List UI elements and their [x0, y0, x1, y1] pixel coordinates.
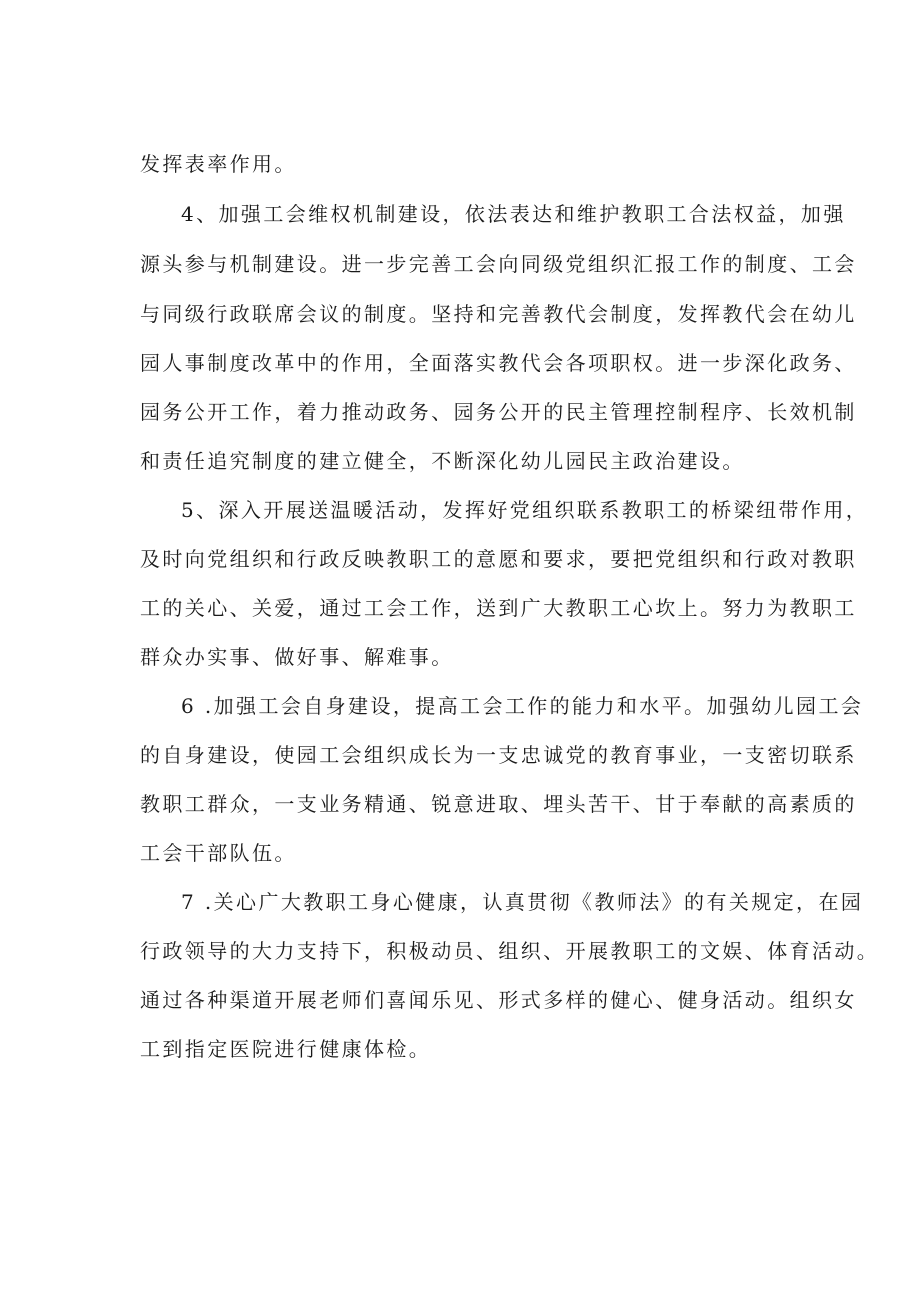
text-line: 工会干部队伍。 [140, 841, 297, 865]
paragraph-4-first-line: 4、加强工会维权机制建设，依法表达和维护教职工合法权益，加强 [181, 202, 846, 226]
text-line: 与同级行政联席会议的制度。坚持和完善教代会制度，发挥教代会在幼儿 [140, 302, 857, 326]
text-line: 群众办实事、做好事、解难事。 [140, 645, 454, 669]
text-line: 行政领导的大力支持下，积极动员、组织、开展教职工的文娱、体育活动。 [140, 939, 880, 963]
text-line: 的自身建设，使园工会组织成长为一支忠诚党的教育事业，一支密切联系 [140, 743, 857, 767]
text-line: 通过各种渠道开展老师们喜闻乐见、形式多样的健心、健身活动。组织女 [140, 988, 857, 1012]
text-line: 教职工群众，一支业务精通、锐意进取、埋头苦干、甘于奉献的高素质的 [140, 792, 857, 816]
paragraph-5-first-line: 5、深入开展送温暖活动，发挥好党组织联系教职工的桥梁纽带作用， [181, 498, 869, 522]
text-line: 工到指定医院进行健康体检。 [140, 1037, 432, 1061]
text-line: 源头参与机制建设。进一步完善工会向同级党组织汇报工作的制度、工会 [140, 252, 857, 276]
text-line: 园务公开工作，着力推动政务、园务公开的民主管理控制程序、长效机制 [140, 400, 857, 424]
paragraph-7-first-line: 7 .关心广大教职工身心健康，认真贯彻《教师法》的有关规定，在园 [181, 890, 864, 914]
paragraph-6-first-line: 6 .加强工会自身建设，提高工会工作的能力和水平。加强幼儿园工会 [181, 694, 864, 718]
text-line: 园人事制度改革中的作用，全面落实教代会各项职权。进一步深化政务、 [140, 351, 857, 375]
text-line: 和责任追究制度的建立健全，不断深化幼儿园民主政治建设。 [140, 449, 745, 473]
text-line: 发挥表率作用。 [140, 152, 297, 176]
text-line: 工的关心、关爱，通过工会工作，送到广大教职工心坎上。努力为教职工 [140, 596, 857, 620]
text-line: 及时向党组织和行政反映教职工的意愿和要求，要把党组织和行政对教职 [140, 547, 857, 571]
